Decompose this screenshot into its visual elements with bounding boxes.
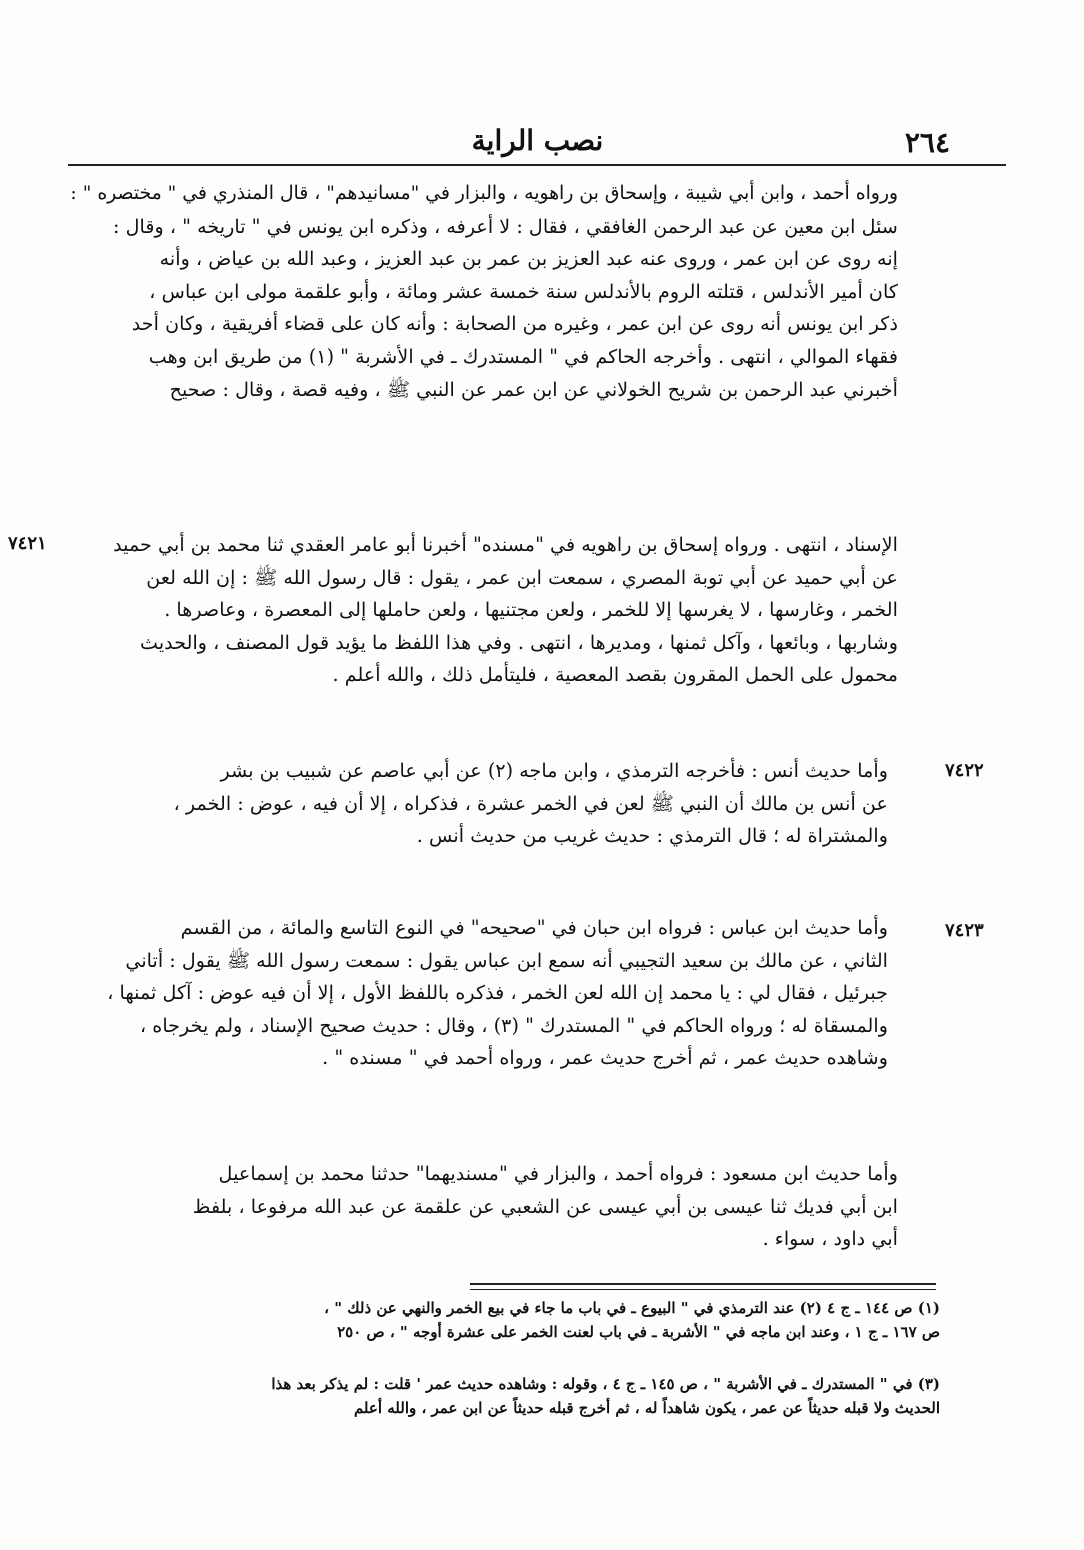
- paragraph-block-4: [78, 912, 888, 1075]
- paragraph-block-3: [78, 755, 888, 853]
- text-line: أبي داود ، سواء .: [762, 1227, 898, 1251]
- paragraph-block-2: [78, 529, 898, 692]
- text-line: فقهاء الموالي ، انتهى . وأخرجه الحاكم في " المستدرك ـ في الأشربة " (١) من طريق ابن وهب: [148, 344, 898, 368]
- text-line: وأما حديث ابن عباس : فرواه ابن حبان في "صحيحه" في النوع التاسع والمائة ، من القسم: [180, 916, 888, 939]
- running-title: نصب الراية: [471, 124, 604, 157]
- footnote-rule: [470, 1289, 936, 1290]
- text-line: إنه روى عن ابن عمر ، وروى عنه عبد العزيز بن عمر بن عبد العزيز ، وعبد الله بن عياض ، وأنه: [159, 247, 898, 271]
- paragraph-block-1: [68, 178, 898, 406]
- text-line: والمسقاة له ؛ ورواه الحاكم في " المستدرك " (٣) ، وقال : حديث صحيح الإسناد ، ولم يخرجاه ،: [139, 1013, 888, 1037]
- footnote-line: (١) ص ١٤٤ ـ ج ٤ (٢) عند الترمذي في " البيوع ـ في باب ما جاء في بيع الخمر والنهي عن ذلك " ،: [324, 1299, 940, 1317]
- text-line: وشاهده حديث عمر ، ثم أخرج حديث عمر ، ورواه أحمد في " مسنده " .: [322, 1046, 888, 1070]
- text-line: عن أنس بن مالك أن النبي ﷺ لعن في الخمر عشرة ، فذكراه ، إلا أن فيه ، عوض : الخمر ،: [173, 791, 888, 815]
- text-line: ورواه أحمد ، وابن أبي شيبة ، وإسحاق بن راهويه ، والبزار في "مسانيدهم" ، قال المنذري في " مختصره " :: [70, 183, 898, 204]
- text-line: عن أبي حميد عن أبي توبة المصري ، سمعت ابن عمر ، يقول : قال رسول الله ﷺ : إن الله لعن: [146, 565, 898, 589]
- text-line: الخمر ، وغارسها ، لا يغرسها إلا للخمر ، ولعن مجتنيها ، ولعن حاملها إلى المعصرة ، وعاصرها .: [164, 598, 898, 622]
- text-line: وأما حديث ابن مسعود : فرواه أحمد ، والبزار في "مسنديهما" حدثنا محمد بن إسماعيل: [218, 1162, 898, 1185]
- page-header: [70, 118, 1005, 162]
- hadith-number: ٧٤٢١: [8, 533, 47, 554]
- text-line: سئل ابن معين عن عبد الرحمن الغافقي ، فقال : لا أعرفه ، وذكره ابن يونس في " تاريخه " ، وقال :: [113, 214, 898, 238]
- text-line: وشاربها ، وبائعها ، وآكل ثمنها ، ومديرها ، انتهى . وفي هذا اللفظ ما يؤيد قول المصنف ، والحديث: [139, 630, 898, 654]
- footnote-line: (٣) في " المستدرك ـ في الأشربة " ، ص ١٤٥ ـ ج ٤ ، وقوله : وشاهده حديث عمر ' قلت : لم يذكر بعد هذا: [271, 1375, 940, 1393]
- text-line: محمول على الحمل المقرون بقصد المعصية ، فليتأمل ذلك ، والله أعلم .: [332, 663, 898, 687]
- text-line: جبرئيل ، فقال لي : يا محمد إن الله لعن الخمر ، فذكره باللفظ الأول ، إلا أن فيه عوض : آكل ثمنها ،: [107, 981, 888, 1005]
- header-rule: [68, 164, 1006, 166]
- footnote-rule: [470, 1283, 936, 1285]
- footnotes-group-2: [78, 1372, 940, 1420]
- text-line: والمشتراة له ؛ قال الترمذي : حديث غريب من حديث أنس .: [416, 824, 888, 848]
- text-line: أخبرني عبد الرحمن بن شريح الخولاني عن ابن عمر عن النبي ﷺ ، وفيه قصة ، وقال : صحيح: [169, 377, 898, 401]
- paragraph-block-5: [78, 1158, 898, 1256]
- text-line: ذكر ابن يونس أنه روى عن ابن عمر ، وغيره من الصحابة : وأنه كان على قضاء أفريقية ، وكان أحد: [131, 312, 898, 336]
- hadith-number: ٧٤٢٣: [945, 920, 984, 941]
- text-line: وأما حديث أنس : فأخرجه الترمذي ، وابن ماجه (٢) عن أبي عاصم عن شبيب بن بشر: [220, 759, 888, 782]
- text-line: الإسناد ، انتهى . ورواه إسحاق بن راهويه في "مسنده" أخبرنا أبو عامر العقدي ثنا محمد بن أبي حميد: [113, 533, 898, 556]
- footnote-line: الحديث ولا قبله حديثاً عن عمر ، يكون شاهداً له ، ثم أخرج قبله حديثاً عن ابن عمر ، والله أعلم: [353, 1399, 940, 1417]
- text-line: كان أمير الأندلس ، قتلته الروم بالأندلس سنة خمسة عشر ومائة ، وأبو علقمة مولى ابن عباس ،: [149, 279, 898, 303]
- footnote-line: ص ١٦٧ ـ ج ١ ، وعند ابن ماجه في " الأشربة ـ في باب لعنت الخمر على عشرة أوجه " ، ص ٢٥٠: [337, 1323, 940, 1341]
- text-line: الثاني ، عن مالك بن سعيد التجيبي أنه سمع ابن عباس يقول : سمعت رسول الله ﷺ يقول : أتاني: [125, 948, 888, 972]
- page-number: ٢٦٤: [904, 126, 950, 159]
- text-line: ابن أبي فديك ثنا عيسى بن أبي عيسى عن الشعبي عن علقمة عن عبد الله مرفوعا ، بلفظ: [192, 1194, 898, 1218]
- hadith-number: ٧٤٢٢: [945, 760, 984, 781]
- footnotes-group-1: [78, 1296, 940, 1344]
